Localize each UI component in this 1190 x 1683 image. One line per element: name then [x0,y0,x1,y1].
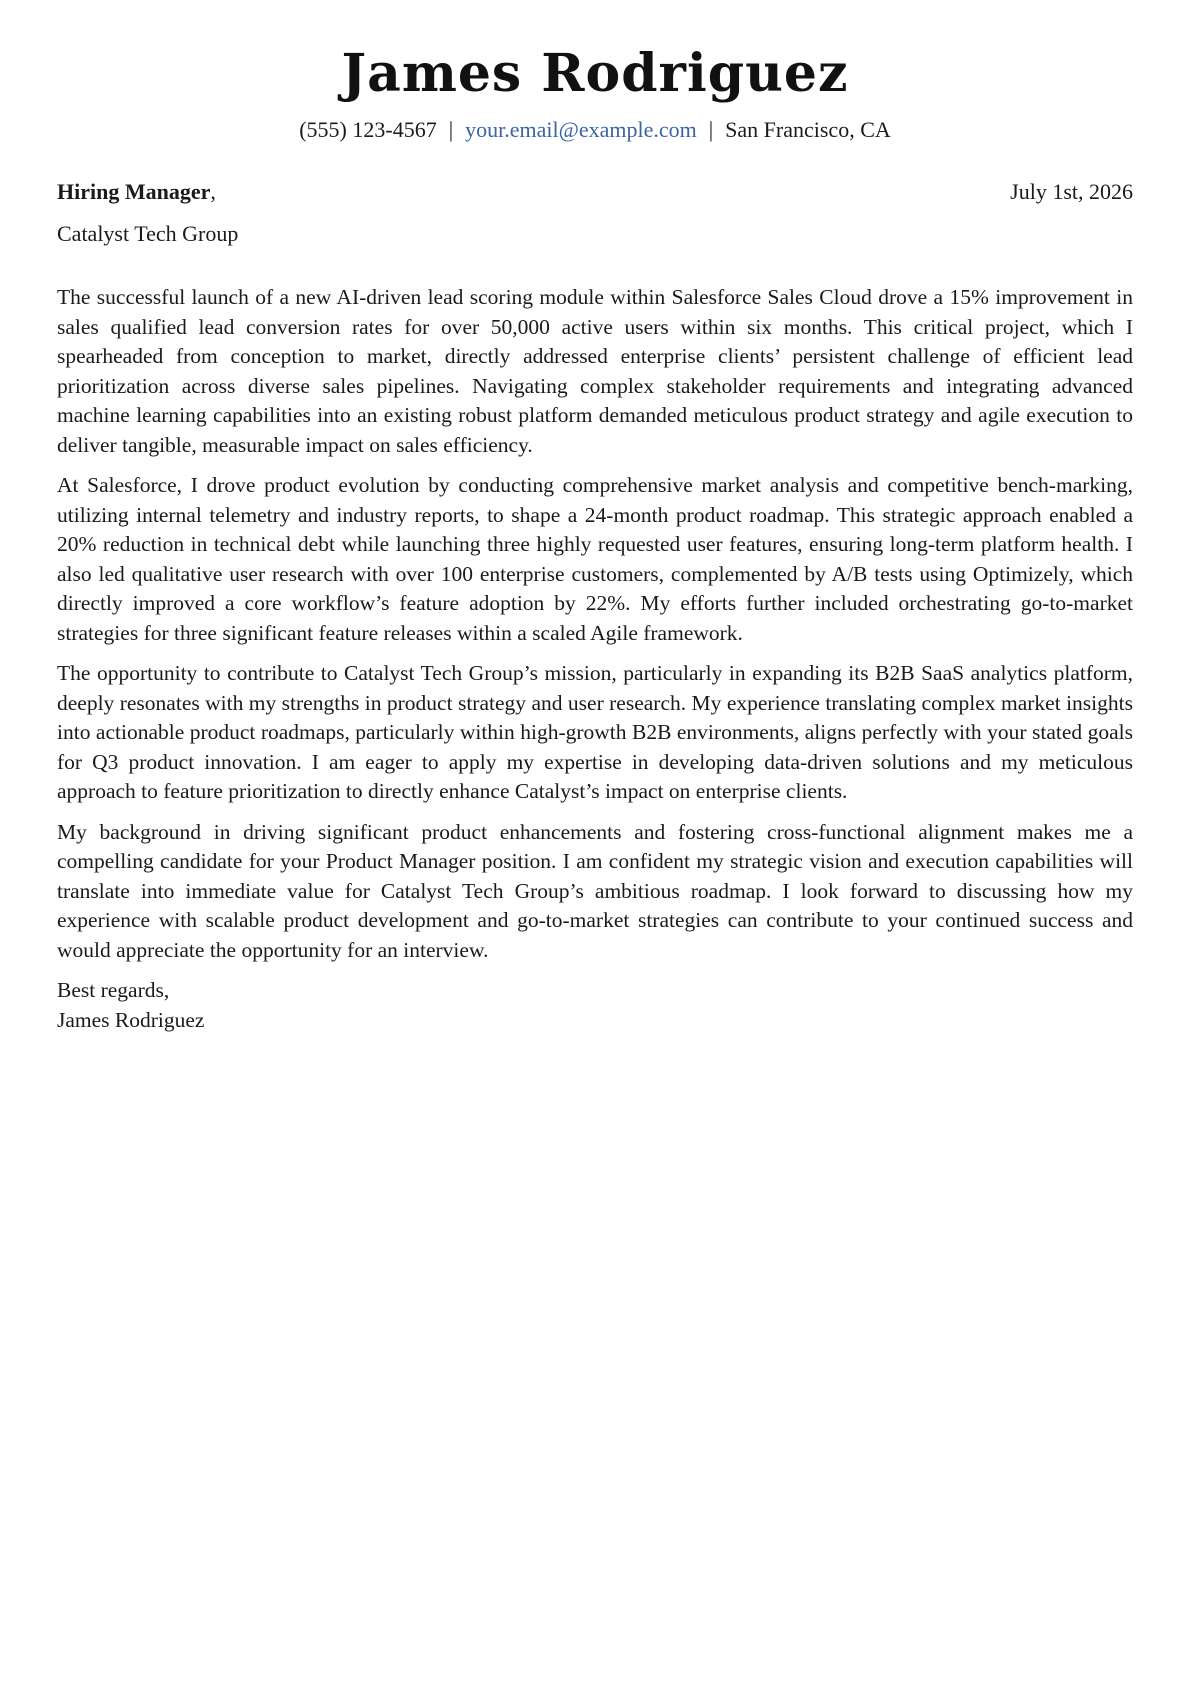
location: San Francisco, CA [725,117,891,142]
applicant-name: James Rodriguez [341,43,849,104]
letter-date: July 1st, 2026 [1010,179,1133,204]
recipient-comma: , [210,179,216,204]
closing-salutation: Best regards, [57,978,170,1002]
separator: | [448,117,454,142]
body-paragraph: My background in driving significant product enhancements and fostering cross-functional alignment makes me a compelling candidate for your Product Manager position. I am confident my strategic vision and execution capabilities will translate into immediate value for Catalyst Tech Group’s ambitious roadmap. I look forward to discussing how my experience with scalable product development and go-to-market strategies can contribute to your continued success and would appreciate the opportunity for an interview. [57,819,1133,962]
body-paragraph: The successful launch of a new AI-driven lead scoring module within Salesforce Sales Cloud drove a 15% improvement in sales qualified lead conversion rates for over 50,000 active users within six months. This critical project, which I spearheaded from conception to market, directly addressed enterprise clients’ persistent challenge of efficient lead prioritization across diverse sales pipelines. Navigating complex stakeholder requirements and integrating advanced machine learning capabilities into an existing robust platform demanded meticulous product strategy and agile execution to deliver tangible, measurable impact on sales efficiency. [57,285,1133,457]
recipient-row [57,178,1133,206]
email-link[interactable]: your.email@example.com [465,117,697,142]
contact-line [57,116,1133,144]
body-paragraph: The opportunity to contribute to Catalyst Tech Group’s mission, particularly in expanding its B2B SaaS analytics platform, deeply resonates with my strengths in product strategy and user research. My experience translating complex market insights into actionable product roadmaps, particularly within high-growth B2B environments, aligns perfectly with your stated goals for Q3 product innovation. I am eager to apply my expertise in developing data-driven solutions and my meticulous approach to feature prioritization to directly enhance Catalyst’s impact on enterprise clients. [57,661,1133,803]
letter-body [57,283,1133,1035]
signature-name: James Rodriguez [57,1007,205,1032]
recipient-company: Catalyst Tech Group [57,221,239,246]
body-paragraph: At Salesforce, I drove product evolution by conducting comprehensive market analysis and competitive bench-marking, utilizing internal telemetry and industry reports, to shape a 24-month product roadmap. This strategic approach enabled a 20% reduction in technical debt while launching three highly requested user features, ensuring long-term platform health. I also led qualitative user research with over 100 enterprise customers, complemented by A/B tests using Optimizely, which directly improved a core workflow’s feature adoption by 22%. My efforts further included orchestrating go-to-market strategies for three significant feature releases within a scaled Agile framework. [57,473,1133,645]
recipient-title-text: Hiring Manager [57,179,211,204]
recipient-title [57,178,216,206]
separator: | [708,117,714,142]
closing-block [57,976,1133,1035]
phone-number: (555) 123-4567 [299,117,437,142]
